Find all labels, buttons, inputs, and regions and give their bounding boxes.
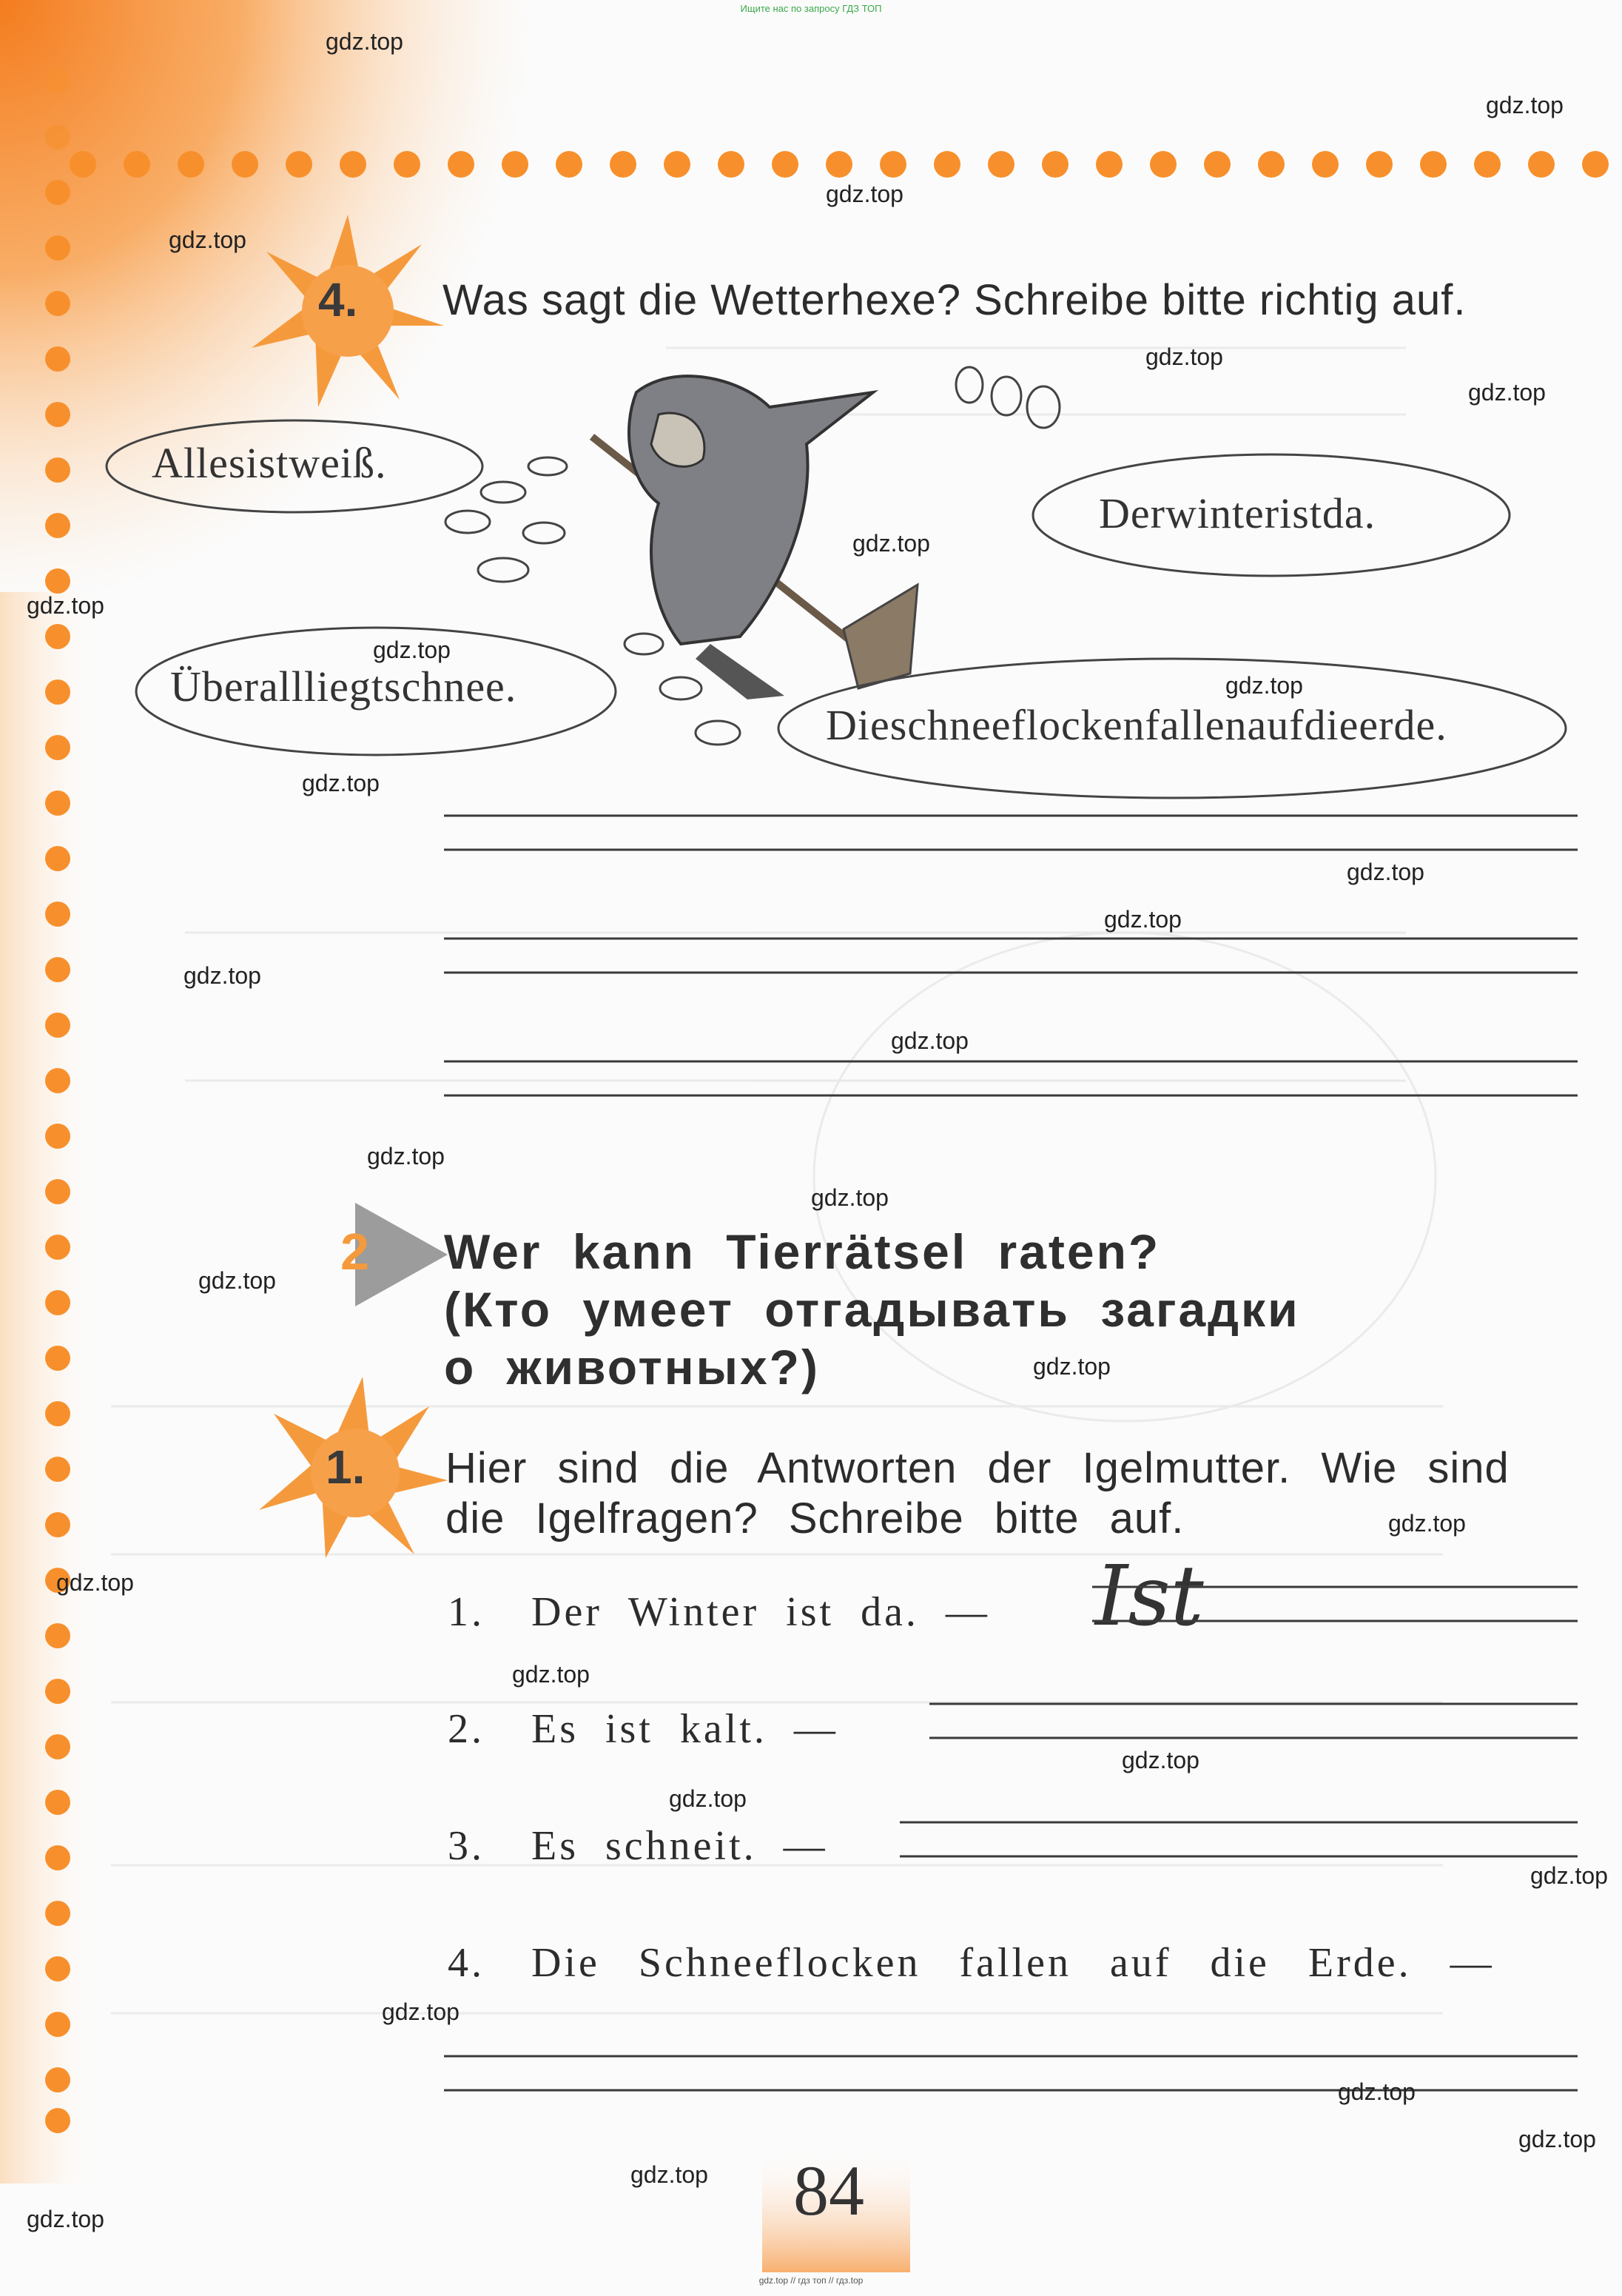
watermark: gdz.top — [1145, 343, 1223, 370]
task-1-instruction-line2: die Igelfragen? Schreibe bitte auf. — [445, 1494, 1185, 1543]
item-1-text: Der Winter ist da. — — [531, 1589, 990, 1635]
watermark: gdz.top — [852, 530, 930, 557]
section-number: 2 — [340, 1223, 371, 1280]
watermark: gdz.top — [512, 1661, 590, 1688]
watermark: gdz.top — [891, 1027, 969, 1054]
watermark: gdz.top — [1225, 672, 1303, 699]
task-4-number: 4. — [318, 273, 358, 326]
section-title-ru-line2: о животных?) — [444, 1340, 820, 1394]
watermark: gdz.top — [1347, 859, 1424, 885]
watermark: gdz.top — [1104, 906, 1182, 933]
item-3-number: 3. — [448, 1823, 485, 1869]
page-number: 84 — [793, 2151, 864, 2230]
watermark: gdz.top — [184, 962, 261, 989]
bubble-text-4: Dieschneeflockenfallenaufdieerde. — [826, 701, 1447, 749]
bubble-text-3: Überallliegtschnee. — [170, 662, 517, 711]
bubble-text-2: Derwinteristda. — [1099, 489, 1376, 537]
item-2-number: 2. — [448, 1706, 485, 1752]
task-4-answer-lines[interactable] — [441, 807, 1581, 1110]
watermark: gdz.top — [382, 1998, 460, 2025]
task-4-instruction: Was sagt die Wetterhexe? Schreibe bitte richtig auf. — [442, 276, 1467, 324]
watermark: gdz.top — [1122, 1747, 1199, 1773]
watermark: gdz.top — [373, 637, 451, 663]
watermark: gdz.top — [630, 2161, 708, 2188]
section-title-ru-line1: (Кто умеет отгадывать загадки — [444, 1282, 1300, 1337]
watermark: gdz.top — [1518, 2126, 1596, 2152]
watermark: gdz.top — [811, 1184, 889, 1211]
watermark: gdz.top — [1388, 1510, 1466, 1537]
watermark: gdz.top — [1338, 2078, 1416, 2105]
search-hint: Ищите нас по запросу ГДЗ ТОП — [740, 3, 882, 14]
watermark: gdz.top — [367, 1143, 445, 1169]
watermark: gdz.top — [56, 1569, 134, 1596]
task-1-answer-lines[interactable] — [441, 1577, 1581, 2102]
watermark: gdz.top — [326, 28, 403, 55]
task-1-number: 1. — [326, 1440, 366, 1494]
watermark: gdz.top — [302, 770, 380, 796]
task-1-instruction-line1: Hier sind die Antworten der Igelmutter. Wie sind — [445, 1444, 1510, 1492]
watermark: gdz.top — [169, 226, 246, 253]
watermark: gdz.top — [1468, 379, 1546, 406]
watermark: gdz.top — [1530, 1862, 1608, 1889]
watermark: gdz.top — [826, 181, 903, 207]
item-1-handwritten-answer: Ist — [1095, 1548, 1204, 1645]
watermark: gdz.top — [27, 592, 104, 619]
watermark: gdz.top — [27, 2206, 104, 2232]
bubble-text-1: Allesistweiß. — [152, 439, 387, 487]
watermark: gdz.top — [198, 1267, 276, 1294]
watermark: gdz.top — [669, 1785, 747, 1812]
item-1-number: 1. — [448, 1589, 485, 1635]
watermark: gdz.top — [1033, 1353, 1111, 1380]
item-3-text: Es schneit. — — [531, 1823, 828, 1869]
watermark: gdz.top — [1486, 92, 1564, 118]
item-2-text: Es ist kalt. — — [531, 1706, 838, 1752]
footer-hint: gdz.top // гдз топ // гдз.top — [758, 2275, 864, 2286]
item-4-number: 4. — [448, 1940, 485, 1986]
item-4-text: Die Schneeflocken fallen auf die Erde. — — [531, 1940, 1495, 1986]
section-title-de: Wer kann Tierrätsel raten? — [444, 1224, 1161, 1279]
